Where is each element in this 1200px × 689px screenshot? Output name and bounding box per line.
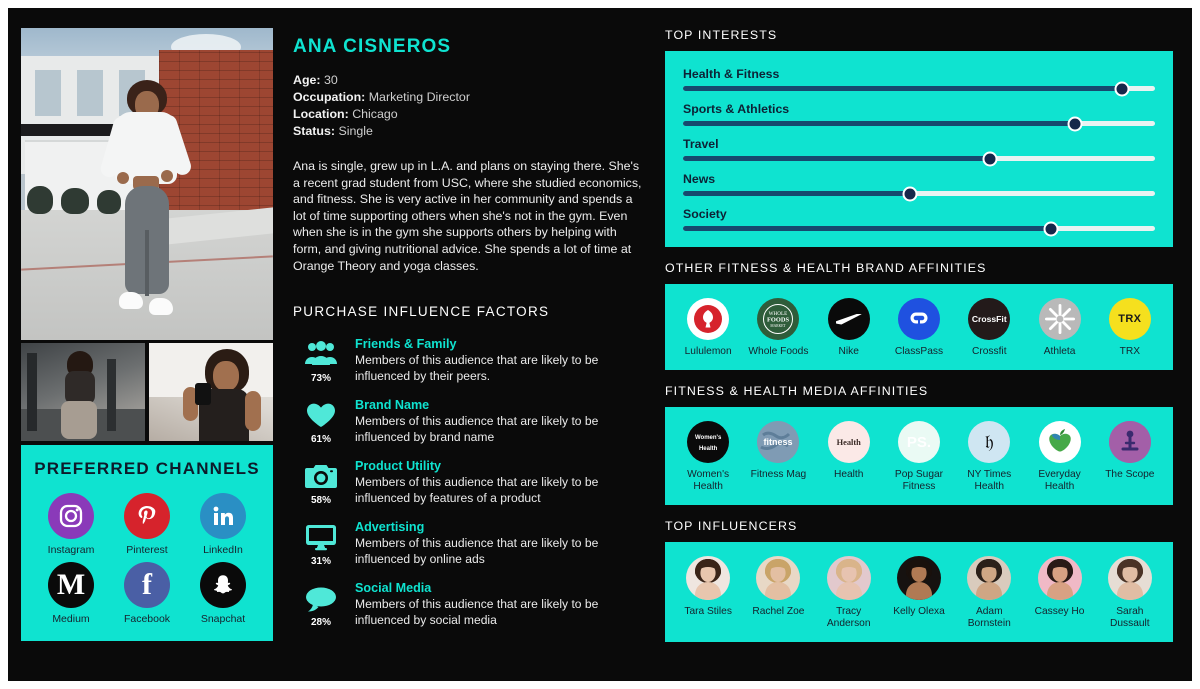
top-influencers-row	[665, 542, 1173, 642]
preferred-channels-title: PREFERRED CHANNELS	[34, 459, 260, 478]
brand-item-classpass[interactable]	[886, 298, 952, 358]
nytimes-logo[interactable]: 𝔥	[968, 421, 1010, 463]
media-label: Everyday Health	[1038, 469, 1081, 492]
influencer-item-cassey-ho[interactable]	[1027, 556, 1093, 630]
media-item-health[interactable]	[816, 421, 882, 493]
top-interests-panel	[665, 51, 1173, 247]
brand-affinities-section	[665, 261, 1173, 370]
media-item-fitness-mag[interactable]	[745, 421, 811, 493]
brand-label: TRX	[1119, 346, 1141, 357]
media-item-women-s-health[interactable]	[675, 421, 741, 493]
speech-bubble-icon	[293, 581, 349, 615]
media-label: Women's Health	[687, 469, 730, 492]
snapchat-icon[interactable]	[200, 562, 246, 608]
brand-item-crossfit[interactable]	[956, 298, 1022, 358]
channel-item-pinterest[interactable]	[115, 493, 179, 556]
channel-label: Pinterest	[126, 544, 168, 556]
interest-slider-knob[interactable]	[902, 186, 917, 201]
interest-slider-knob[interactable]	[1067, 116, 1082, 131]
interest-slider-row[interactable]	[683, 67, 1155, 91]
brand-item-athleta[interactable]	[1027, 298, 1093, 358]
channel-label: Snapchat	[200, 613, 246, 625]
media-affinities-section	[665, 384, 1173, 505]
interest-label: Society	[683, 207, 727, 221]
interest-slider-fill	[683, 121, 1075, 126]
interest-label: Health & Fitness	[683, 67, 780, 81]
persona-meta-label: Age:	[293, 73, 321, 87]
classpass-logo[interactable]	[898, 298, 940, 340]
influencer-item-rachel-zoe[interactable]	[745, 556, 811, 630]
persona-meta-label: Status:	[293, 124, 335, 138]
the-scope-logo[interactable]	[1109, 421, 1151, 463]
persona-thumb-gym	[21, 343, 145, 441]
interest-slider-track[interactable]	[683, 226, 1155, 231]
interest-slider-fill	[683, 86, 1122, 91]
interest-slider-row[interactable]	[683, 207, 1155, 231]
purchase-factor-name: Social Media	[355, 581, 432, 596]
persona-bio: Ana is single, grew up in L.A. and plans on staying there. She's a recent grad student from USC, where she studied economics, and fitness. She is very active in her community and spends a lot of time supporting others when she's not in the gym. Even when she is in the gym she supports others by helping with form, and giving nutritional advice. She spends a lot of time at Orange Theory and yoga classes.	[293, 159, 642, 273]
interest-slider-track[interactable]	[683, 156, 1155, 161]
group-people-icon	[293, 337, 349, 371]
avatar[interactable]	[1108, 556, 1152, 600]
health-logo[interactable]: Health	[828, 421, 870, 463]
purchase-factor-desc: Members of this audience that are likely to be influenced by their peers.	[355, 353, 599, 383]
svg-text:FOODS: FOODS	[767, 316, 790, 324]
channel-label: Facebook	[123, 613, 171, 625]
brand-label: Athleta	[1043, 346, 1076, 357]
persona-meta-list	[293, 72, 643, 140]
brand-label: Crossfit	[972, 346, 1007, 357]
channel-label: Medium	[52, 613, 90, 625]
pinterest-icon[interactable]	[124, 493, 170, 539]
purchase-factor-percent: 61%	[310, 434, 331, 446]
purchase-factor-text	[349, 398, 643, 445]
media-item-the-scope[interactable]	[1097, 421, 1163, 493]
channel-item-medium[interactable]	[39, 562, 103, 625]
purchase-factor-percent: 31%	[310, 556, 331, 568]
persona-meta-value: Marketing Director	[368, 90, 470, 104]
purchase-factor-row	[293, 520, 643, 567]
influencer-item-adam-bornstein[interactable]	[956, 556, 1022, 630]
medium-icon[interactable]: M	[48, 562, 94, 608]
purchase-factor-row	[293, 337, 643, 384]
influencer-label: Cassey Ho	[1034, 606, 1085, 617]
avatar[interactable]	[827, 556, 871, 600]
facebook-icon[interactable]: f	[124, 562, 170, 608]
influencer-label: Kelly Olexa	[893, 606, 945, 617]
top-interests-title: TOP INTERESTS	[665, 28, 778, 42]
influencer-label: Rachel Zoe	[752, 606, 805, 617]
purchase-factor-row	[293, 398, 643, 445]
purchase-factor-row	[293, 581, 643, 628]
purchase-factor-desc: Members of this audience that are likely to be influenced by social media	[355, 597, 599, 627]
nike-logo[interactable]	[828, 298, 870, 340]
channel-item-instagram[interactable]	[39, 493, 103, 556]
interest-slider-knob[interactable]	[982, 151, 997, 166]
influencer-label: Tracy Anderson	[826, 606, 871, 629]
persona-meta-row	[293, 89, 643, 106]
purchase-factor-desc: Members of this audience that are likely to be influenced by brand name	[355, 414, 599, 444]
avatar[interactable]	[967, 556, 1011, 600]
media-label: Fitness Mag	[750, 469, 807, 480]
heart-icon	[293, 398, 349, 432]
media-item-pop-sugar-fitness[interactable]	[886, 421, 952, 493]
brand-label: ClassPass	[894, 346, 944, 357]
avatar[interactable]	[1038, 556, 1082, 600]
purchase-factor-desc: Members of this audience that are likely to be influenced by online ads	[355, 536, 599, 566]
purchase-factor-desc: Members of this audience that are likely to be influenced by features of a product	[355, 475, 599, 505]
persona-hero-photo	[21, 28, 273, 340]
channel-item-snapchat[interactable]	[191, 562, 255, 625]
womens-health-logo[interactable]: Women's Health	[687, 421, 729, 463]
interest-slider-fill	[683, 156, 990, 161]
influencer-item-kelly-olexa[interactable]	[886, 556, 952, 630]
svg-text:fitness: fitness	[763, 437, 793, 447]
purchase-factor-name: Brand Name	[355, 398, 430, 413]
persona-figure	[105, 80, 185, 330]
influencer-label: Tara Stiles	[684, 606, 732, 617]
brand-label: Whole Foods	[748, 346, 809, 357]
preferred-channels-grid	[21, 493, 273, 625]
interest-slider-fill	[683, 226, 1051, 231]
persona-meta-label: Occupation:	[293, 90, 366, 104]
athleta-logo[interactable]	[1039, 298, 1081, 340]
influencer-item-sarah-dussault[interactable]	[1097, 556, 1163, 630]
top-interests-section	[665, 28, 1173, 247]
avatar[interactable]	[897, 556, 941, 600]
influencer-item-tara-stiles[interactable]	[675, 556, 741, 630]
brand-affinities-title: OTHER FITNESS & HEALTH BRAND AFFINITIES	[665, 261, 987, 275]
purchase-factor-name: Product Utility	[355, 459, 442, 474]
interest-slider-row[interactable]	[683, 137, 1155, 161]
right-column	[665, 28, 1173, 656]
interest-label: Sports & Athletics	[683, 102, 790, 116]
persona-thumbnail-row	[21, 343, 273, 441]
media-item-ny-times-health[interactable]	[956, 421, 1022, 493]
interest-slider-track[interactable]	[683, 121, 1155, 126]
everyday-health-logo[interactable]	[1039, 421, 1081, 463]
lululemon-logo[interactable]	[687, 298, 729, 340]
avatar[interactable]	[756, 556, 800, 600]
purchase-factor-icon-wrap	[293, 337, 349, 384]
interest-slider-knob[interactable]	[1114, 81, 1129, 96]
media-label: The Scope	[1105, 469, 1155, 480]
persona-meta-value: Chicago	[352, 107, 398, 121]
purchase-factor-text	[349, 520, 643, 567]
interest-slider-knob[interactable]	[1044, 221, 1059, 236]
purchase-factor-text	[349, 459, 643, 506]
purchase-factor-icon-wrap	[293, 398, 349, 445]
linkedin-icon[interactable]	[200, 493, 246, 539]
page-title: ANA CISNEROS	[293, 36, 452, 57]
media-item-everyday-health[interactable]	[1027, 421, 1093, 493]
interest-slider-track[interactable]	[683, 191, 1155, 196]
monitor-icon	[293, 520, 349, 554]
purchase-factor-name: Advertising	[355, 520, 425, 535]
svg-text:WHOLE: WHOLE	[769, 311, 788, 317]
persona-meta-label: Location:	[293, 107, 349, 121]
purchase-factor-name: Friends & Family	[355, 337, 457, 352]
popsugar-logo[interactable]: PS.	[898, 421, 940, 463]
channel-item-linkedin[interactable]	[191, 493, 255, 556]
purchase-factor-text	[349, 337, 643, 384]
media-label: NY Times Health	[967, 469, 1012, 492]
nike-swoosh	[836, 314, 862, 325]
crossfit-logo[interactable]: CrossFit	[968, 298, 1010, 340]
interest-slider-track[interactable]	[683, 86, 1155, 91]
purchase-factor-list	[293, 337, 643, 628]
purchase-factor-icon-wrap	[293, 459, 349, 506]
brand-item-lululemon[interactable]	[675, 298, 741, 358]
interest-slider-row[interactable]	[683, 172, 1155, 196]
brand-item-trx[interactable]	[1097, 298, 1163, 358]
persona-meta-row	[293, 106, 643, 123]
purchase-factor-text	[349, 581, 643, 628]
instagram-icon[interactable]	[48, 493, 94, 539]
whole-foods-logo[interactable]	[757, 298, 799, 340]
media-affinities-row	[665, 407, 1173, 505]
interest-slider-fill	[683, 191, 910, 196]
channel-item-facebook[interactable]	[115, 562, 179, 625]
left-column	[21, 28, 273, 666]
influencer-item-tracy-anderson[interactable]	[816, 556, 882, 630]
media-label: Health	[833, 469, 864, 480]
interest-label: News	[683, 172, 716, 186]
purchase-factor-percent: 58%	[310, 495, 331, 507]
purchase-factor-percent: 28%	[310, 617, 331, 629]
channel-label: LinkedIn	[203, 544, 243, 556]
brand-affinities-row	[665, 284, 1173, 370]
purchase-influence-title: PURCHASE INFLUENCE FACTORS	[293, 304, 550, 320]
brand-item-nike[interactable]	[816, 298, 882, 358]
persona-meta-value: 30	[324, 73, 338, 87]
persona-meta-value: Single	[338, 124, 373, 138]
middle-column	[293, 28, 643, 642]
channel-label: Instagram	[47, 544, 95, 556]
fitness-mag-logo[interactable]	[757, 421, 799, 463]
persona-meta-row	[293, 72, 643, 89]
brand-item-whole-foods[interactable]	[745, 298, 811, 358]
camera-icon	[293, 459, 349, 493]
top-influencers-title: TOP INFLUENCERS	[665, 519, 798, 533]
media-label: Pop Sugar Fitness	[894, 469, 944, 492]
persona-board	[8, 8, 1192, 681]
brand-label: Lululemon	[684, 346, 732, 357]
avatar[interactable]	[686, 556, 730, 600]
trx-logo[interactable]: TRX	[1109, 298, 1151, 340]
purchase-factor-icon-wrap	[293, 581, 349, 628]
interest-slider-row[interactable]	[683, 102, 1155, 126]
svg-text:MARKET: MARKET	[770, 324, 787, 328]
persona-meta-row	[293, 123, 643, 140]
purchase-factor-row	[293, 459, 643, 506]
media-affinities-title: FITNESS & HEALTH MEDIA AFFINITIES	[665, 384, 929, 398]
purchase-factor-percent: 73%	[310, 373, 331, 385]
persona-thumb-mirror	[149, 343, 273, 441]
purchase-factor-icon-wrap	[293, 520, 349, 567]
brand-label: Nike	[838, 346, 859, 357]
interest-label: Travel	[683, 137, 719, 151]
influencer-label: Adam Bornstein	[967, 606, 1011, 629]
top-influencers-section	[665, 519, 1173, 642]
preferred-channels-panel	[21, 445, 273, 641]
influencer-label: Sarah Dussault	[1110, 606, 1150, 629]
